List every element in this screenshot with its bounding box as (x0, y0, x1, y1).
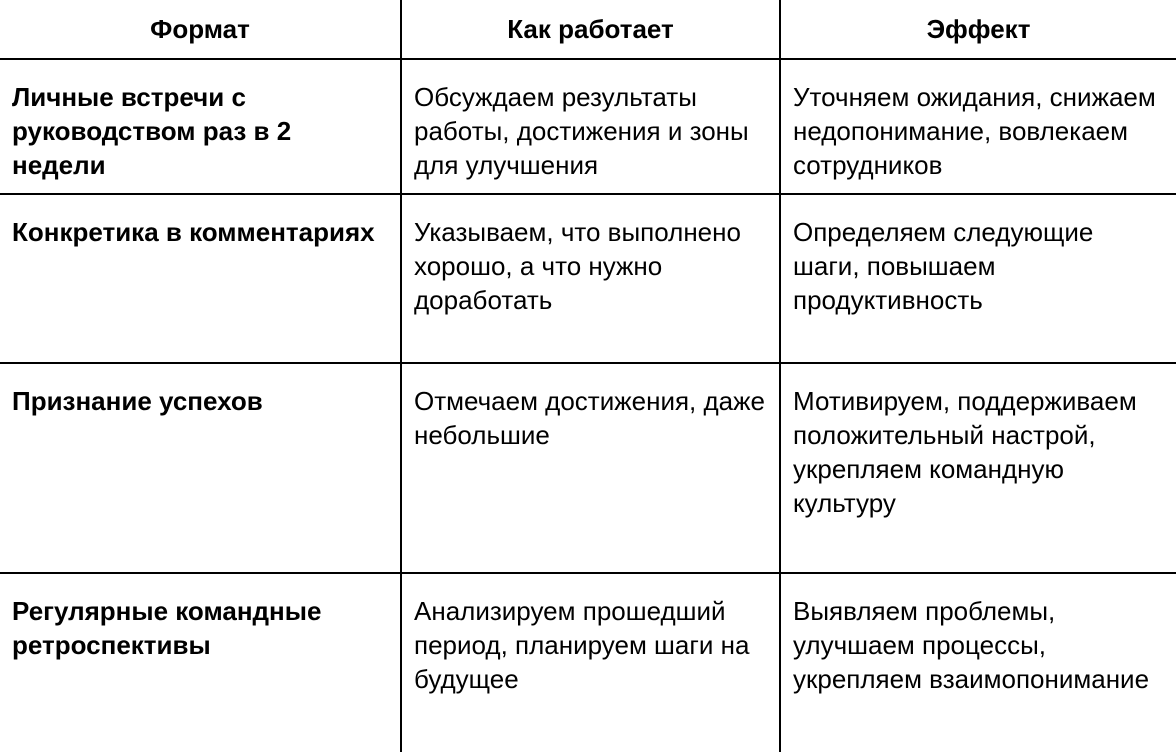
header-how-it-works: Как работает (402, 0, 781, 60)
row-4-how-it-works: Анализируем прошедший период, планируем шаги на будущее (402, 574, 781, 752)
row-4-format: Регулярные командные ретроспективы (0, 574, 402, 752)
row-3-how-it-works: Отмечаем достижения, даже небольшие (402, 364, 781, 574)
row-1-how-it-works: Обсуждаем результаты работы, достижения и зоны для улучшения (402, 60, 781, 195)
row-1-format: Личные встречи с руководством раз в 2 недели (0, 60, 402, 195)
row-2-effect: Определяем следующие шаги, повышаем продуктивность (781, 195, 1176, 364)
row-1-effect: Уточняем ожидания, снижаем недопонимание, вовлекаем сотрудников (781, 60, 1176, 195)
row-2-format: Конкретика в комментариях (0, 195, 402, 364)
row-3-effect: Мотивируем, поддерживаем положительный настрой, укрепляем командную культуру (781, 364, 1176, 574)
header-format: Формат (0, 0, 402, 60)
row-3-format: Признание успехов (0, 364, 402, 574)
header-effect: Эффект (781, 0, 1176, 60)
row-4-effect: Выявляем проблемы, улучшаем процессы, укрепляем взаимопонимание (793, 596, 1150, 694)
row-2-how-it-works: Указываем, что выполнено хорошо, а что нужно доработать (402, 195, 781, 364)
